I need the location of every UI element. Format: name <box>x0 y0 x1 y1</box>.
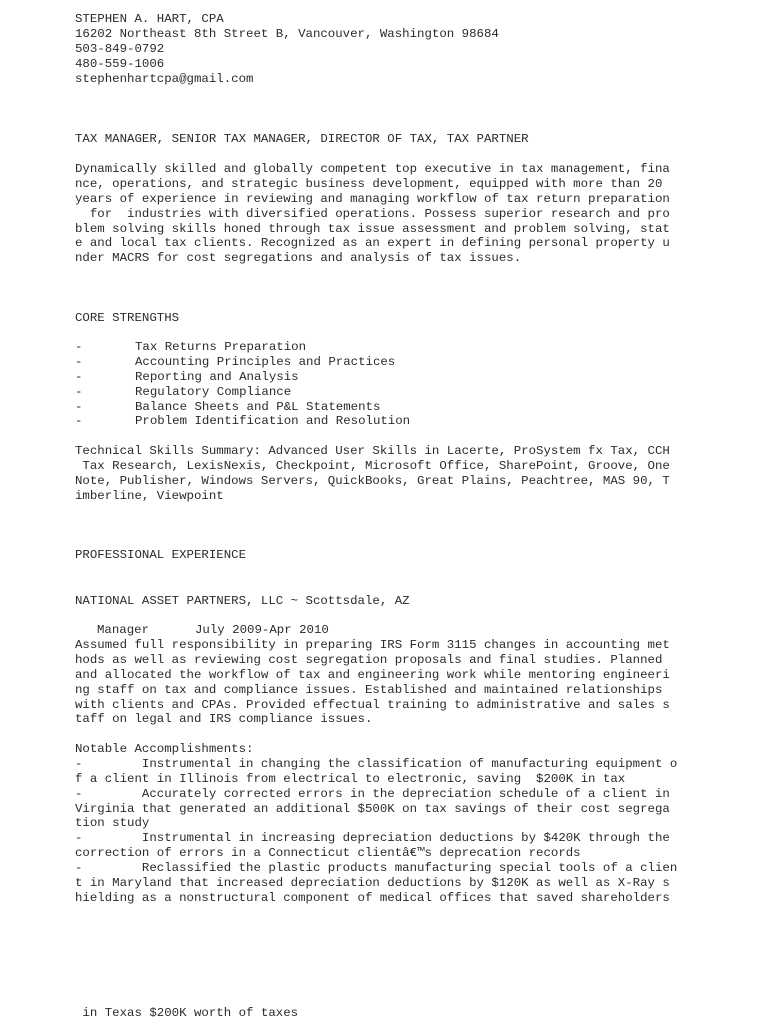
job-title-row <box>75 623 675 638</box>
company-name: NATIONAL ASSET PARTNERS, LLC ~ Scottsdale, AZ <box>75 594 410 608</box>
accomplishment-line: t in Maryland that increased depreciation deductions by $120K as well as X-Ray s <box>75 876 670 891</box>
job-description-line: and allocated the workflow of tax and engineering work while mentoring engineeri <box>75 667 670 682</box>
summary-line: Dynamically skilled and globally competent top executive in tax management, fina <box>75 162 670 176</box>
core-strengths-heading: CORE STRENGTHS <box>75 311 180 325</box>
accomplishment-line: - Accurately corrected errors in the depreciation schedule of a client in <box>75 786 670 801</box>
technical-skills-line: Tax Research, LexisNexis, Checkpoint, Microsoft Office, SharePoint, Groove, One <box>75 458 670 473</box>
technical-skills-line: Technical Skills Summary: Advanced User Skills in Lacerte, ProSystem fx Tax, CCH <box>75 444 670 458</box>
dash-bullet: - <box>75 399 83 414</box>
objective-title: TAX MANAGER, SENIOR TAX MANAGER, DIRECTOR OF TAX, TAX PARTNER <box>75 132 529 146</box>
accomplishments-block <box>75 742 678 906</box>
experience-heading-block <box>75 548 675 563</box>
technical-skills-line: imberline, Viewpoint <box>75 488 224 503</box>
list-item-label: Problem Identification and Resolution <box>135 414 411 429</box>
objective-title-block <box>75 132 675 147</box>
accomplishment-line: hielding as a nonstructural component of medical offices that saved shareholders <box>75 890 670 905</box>
job-description-line: with clients and CPAs. Provided effectual training to administrative and sales s <box>75 697 670 712</box>
candidate-phone-secondary: 480-559-1006 <box>75 56 165 71</box>
technical-skills-line: Note, Publisher, Windows Servers, QuickBooks, Great Plains, Peachtree, MAS 90, T <box>75 473 670 488</box>
accomplishment-line: - Reclassified the plastic products manufacturing special tools of a clien <box>75 861 678 876</box>
accomplishments-heading: Notable Accomplishments: <box>75 742 254 756</box>
continuation-line: in Texas $200K worth of taxes <box>75 1006 299 1020</box>
list-item <box>75 385 675 400</box>
candidate-phone-primary: 503-849-0792 <box>75 41 165 56</box>
summary-line: blem solving skills honed through tax issue assessment and problem solving, stat <box>75 221 670 236</box>
list-item-label: Reporting and Analysis <box>135 369 299 384</box>
job-description-line: hods as well as reviewing cost segregation proposals and final studies. Planned <box>75 652 663 667</box>
summary-line: years of experience in reviewing and managing workflow of tax return preparation <box>75 191 670 206</box>
page-continuation <box>75 1006 675 1021</box>
job-title-line <box>75 623 675 638</box>
dash-bullet: - <box>75 340 83 354</box>
job-role: Manager <box>97 623 150 637</box>
list-item-label: Regulatory Compliance <box>135 384 292 399</box>
company-block <box>75 594 675 609</box>
core-strengths-heading-block <box>75 311 675 326</box>
candidate-address: 16202 Northeast 8th Street B, Vancouver, Washington 98684 <box>75 26 499 41</box>
summary-line: nce, operations, and strategic business development, equipped with more than 20 <box>75 176 663 191</box>
dash-bullet: - <box>75 354 83 369</box>
accomplishment-line: correction of errors in a Connecticut clientâ€™s deprecation records <box>75 846 581 861</box>
summary-paragraph <box>75 162 675 266</box>
core-strengths-list <box>75 340 675 429</box>
candidate-name: STEPHEN A. HART, CPA <box>75 12 224 26</box>
list-item <box>75 340 675 355</box>
job-description-line: taff on legal and IRS compliance issues. <box>75 712 373 727</box>
accomplishment-line: - Instrumental in increasing depreciation deductions by $420K through the <box>75 831 670 846</box>
accomplishment-line: f a client in Illinois from electrical to electronic, saving $200K in tax <box>75 771 626 786</box>
list-item <box>75 414 675 429</box>
list-item-label: Tax Returns Preparation <box>135 340 307 354</box>
list-item <box>75 370 675 385</box>
dash-bullet: - <box>75 369 83 384</box>
summary-line: for industries with diversified operations. Possess superior research and pro <box>75 206 670 221</box>
accomplishment-line: tion study <box>75 816 150 831</box>
accomplishment-line: Virginia that generated an additional $500K on tax savings of their cost segrega <box>75 801 670 816</box>
contact-block <box>75 12 675 86</box>
dash-bullet: - <box>75 414 83 429</box>
list-item-label: Balance Sheets and P&L Statements <box>135 399 381 414</box>
list-item-label: Accounting Principles and Practices <box>135 354 396 369</box>
dash-bullet: - <box>75 384 83 399</box>
summary-line: nder MACRS for cost segregations and analysis of tax issues. <box>75 251 522 266</box>
candidate-email: stephenhartcpa@gmail.com <box>75 71 254 86</box>
list-item <box>75 355 675 370</box>
technical-skills-paragraph <box>75 444 675 504</box>
job-description-line: Assumed full responsibility in preparing IRS Form 3115 changes in accounting met <box>75 638 670 652</box>
job-dates: July 2009-Apr 2010 <box>195 623 329 637</box>
list-item <box>75 400 675 415</box>
job-description-line: ng staff on tax and compliance issues. Established and maintained relationships <box>75 682 663 697</box>
accomplishment-line: - Instrumental in changing the classification of manufacturing equipment o <box>75 756 678 771</box>
experience-heading: PROFESSIONAL EXPERIENCE <box>75 548 247 562</box>
summary-line: e and local tax clients. Recognized as an expert in defining personal property u <box>75 236 670 251</box>
job-description <box>75 638 675 727</box>
